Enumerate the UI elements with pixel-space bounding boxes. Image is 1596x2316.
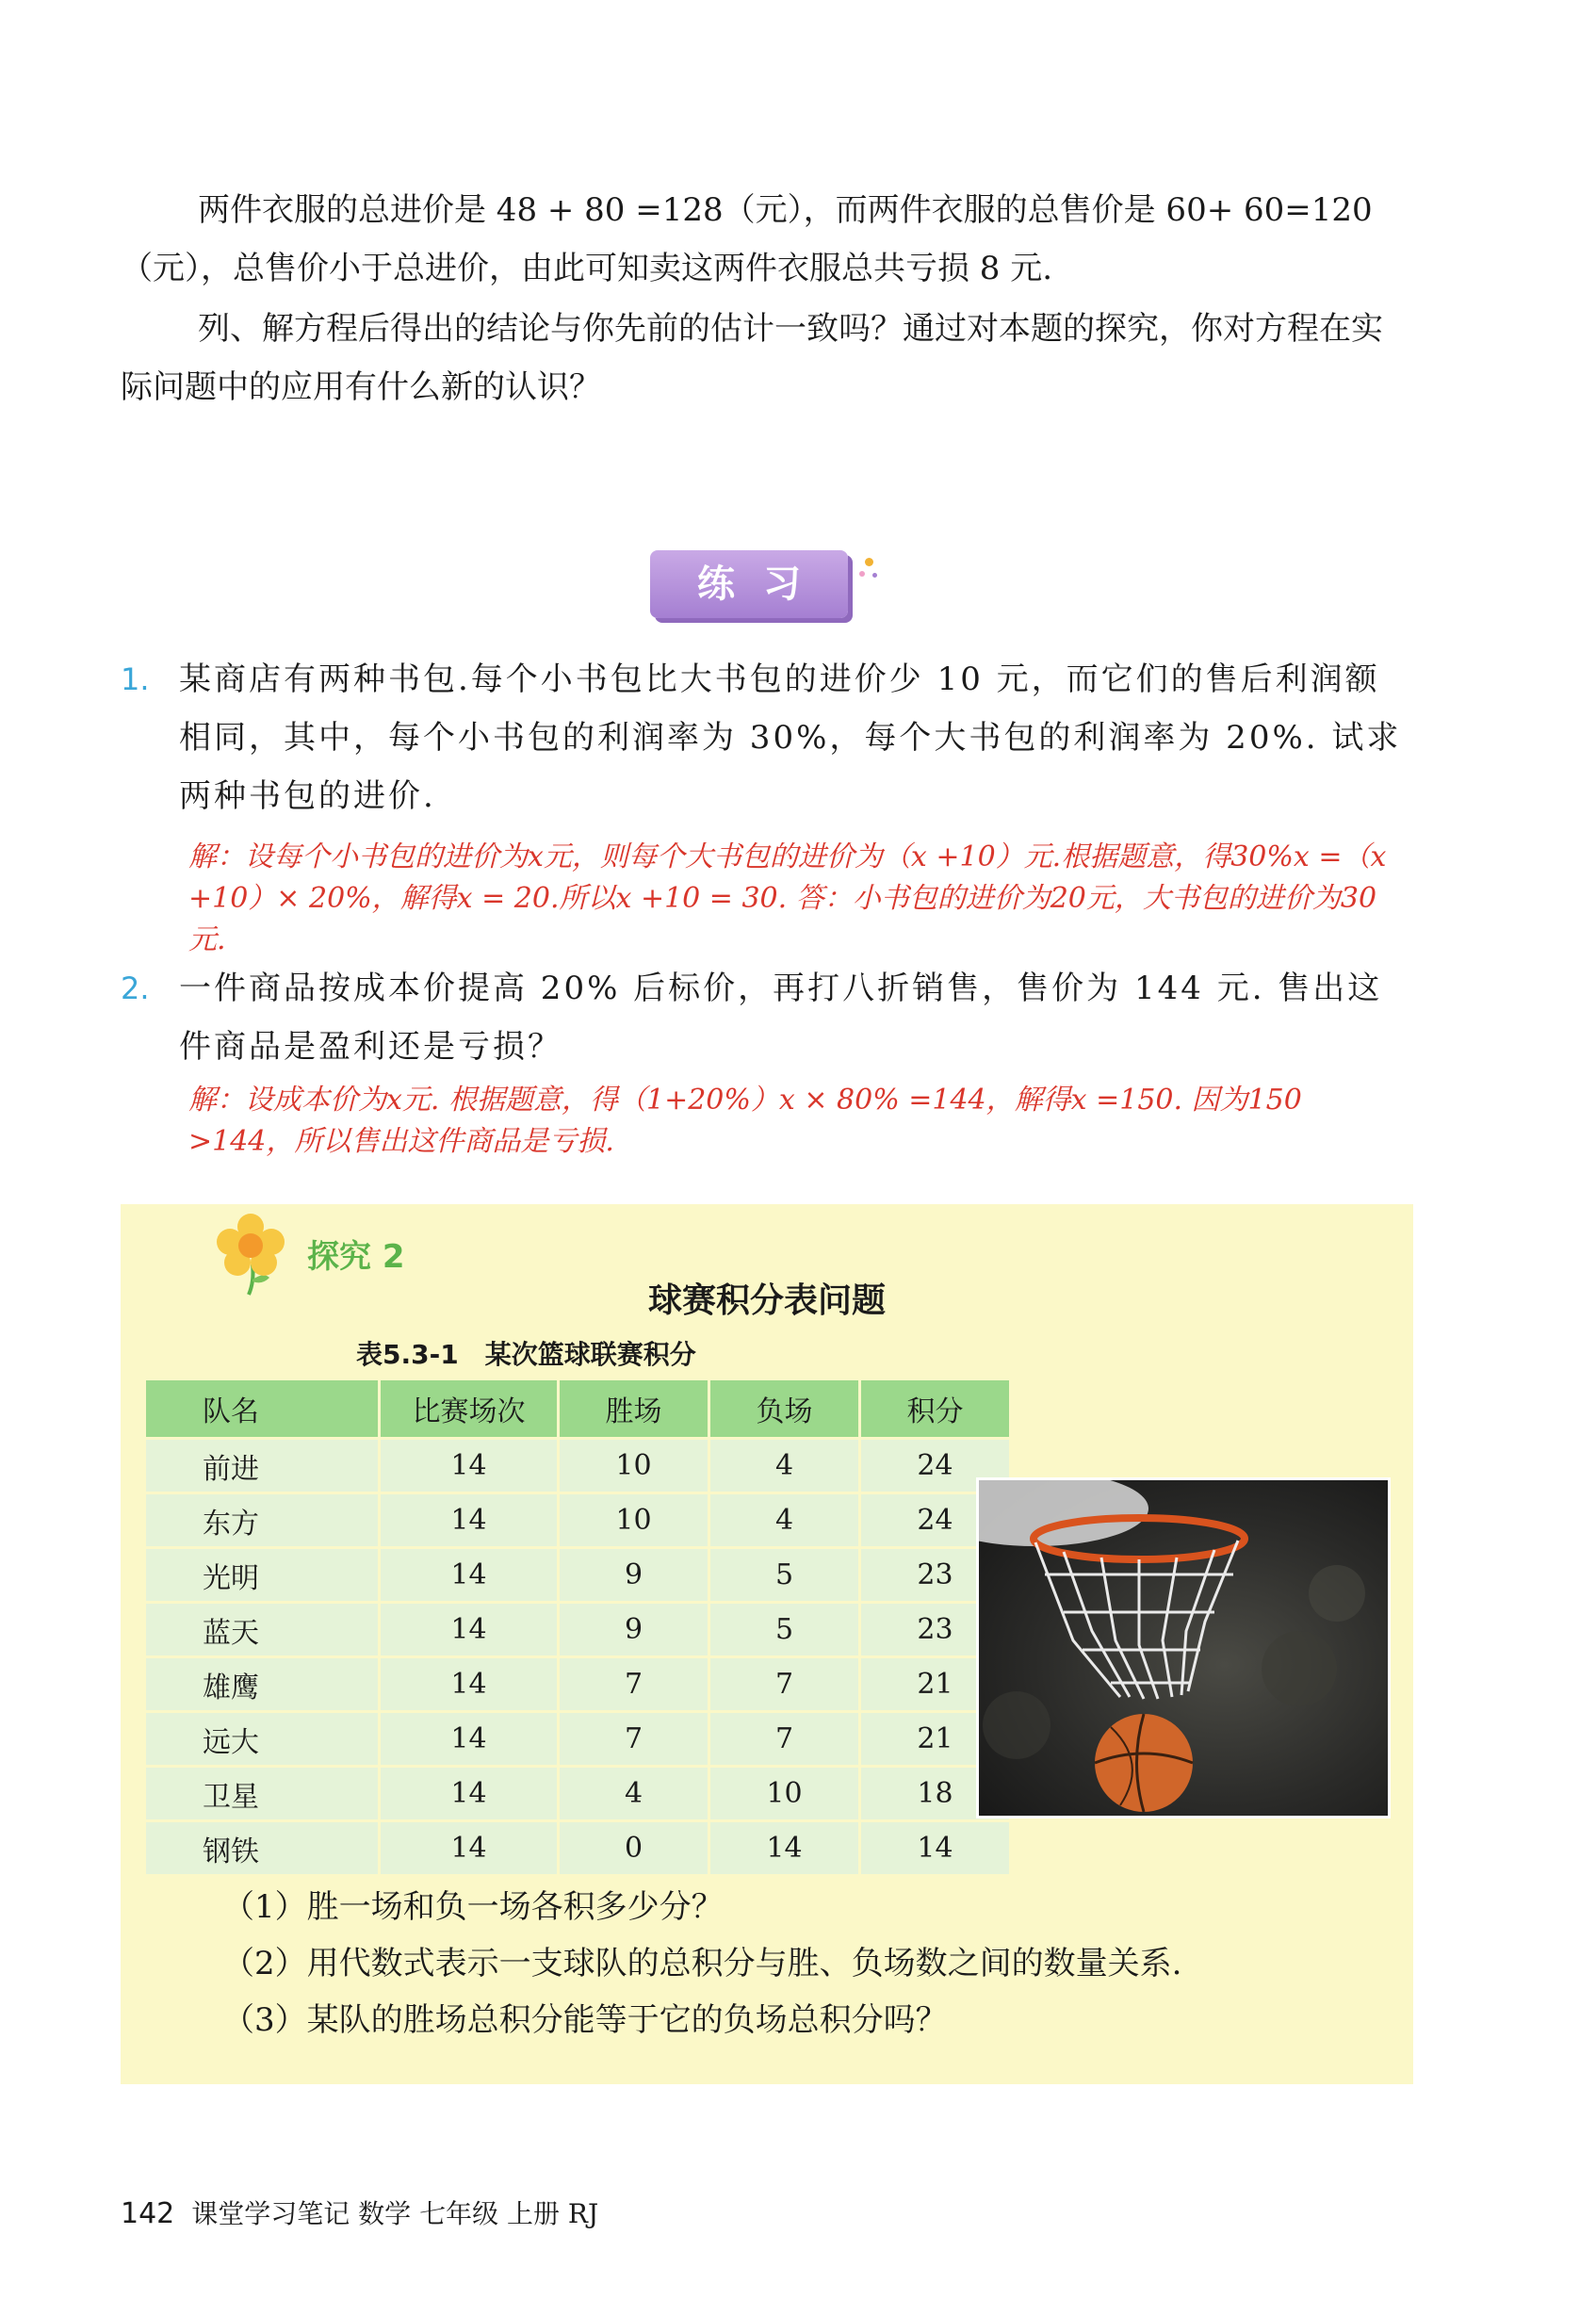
table-cell: 9	[560, 1604, 708, 1655]
table-row	[146, 1604, 1009, 1655]
team-name: 蓝天	[146, 1604, 378, 1655]
exercise-answer: 解：设成本价为x元. 根据题意，得（1+20%）x × 80% =144，解得x =150. 因为150 >144，所以售出这件商品是亏损.	[188, 1084, 1302, 1158]
team-name: 远大	[146, 1713, 378, 1765]
basketball-photo	[976, 1477, 1391, 1819]
table-cell: 14	[381, 1768, 557, 1819]
practice-label: 练习	[650, 550, 848, 618]
table-header: 队名	[146, 1380, 378, 1437]
table-cell: 14	[381, 1713, 557, 1765]
table-cell: 0	[560, 1822, 708, 1874]
table-cell: 21	[861, 1713, 1009, 1765]
table-cell: 24	[861, 1440, 1009, 1492]
table-header: 积分	[861, 1380, 1009, 1437]
table-cell: 4	[710, 1494, 858, 1546]
table-cell: 14	[381, 1494, 557, 1546]
team-name: 卫星	[146, 1768, 378, 1819]
table-cell: 5	[710, 1549, 858, 1601]
explore-label: 探究 2	[307, 1238, 405, 1276]
table-cell: 14	[861, 1822, 1009, 1874]
explore-title: 球赛积分表问题	[647, 1281, 886, 1320]
page-number: 142	[121, 2197, 175, 2230]
table-header: 比赛场次	[381, 1380, 557, 1437]
explore-box	[121, 1204, 1413, 2084]
table-cell: 10	[560, 1440, 708, 1492]
score-table	[143, 1378, 1012, 1877]
basketball-hoop-icon	[979, 1480, 1388, 1816]
table-cell: 23	[861, 1549, 1009, 1601]
table-cell: 7	[710, 1713, 858, 1765]
sparkle-dot-icon	[865, 558, 873, 566]
question-1: （1）胜一场和负一场各积多少分？	[222, 1888, 724, 1926]
table-cell: 21	[861, 1658, 1009, 1710]
team-name: 前进	[146, 1440, 378, 1492]
exercise-number: 2.	[121, 970, 150, 1006]
table-cell: 14	[381, 1822, 557, 1874]
table-cell: 7	[710, 1658, 858, 1710]
table-cell: 7	[560, 1713, 708, 1765]
sparkle-dot-icon	[859, 571, 865, 577]
table-cell: 4	[710, 1440, 858, 1492]
table-row	[146, 1713, 1009, 1765]
table-row	[146, 1768, 1009, 1819]
table-cell: 5	[710, 1604, 858, 1655]
table-row	[146, 1549, 1009, 1601]
table-cell: 10	[710, 1768, 858, 1819]
question-3: （3）某队的胜场总积分能等于它的负场总积分吗？	[222, 2001, 948, 2039]
exercise-text: 某商店有两种书包.每个小书包比大书包的进价少 10 元，而它们的售后利润额相同，其中，每个小书包的利润率为 30%，每个大书包的利润率为 20%. 试求两种书包的进价.	[179, 661, 1402, 815]
table-cell: 14	[381, 1549, 557, 1601]
intro-paragraph-1: 两件衣服的总进价是 48 + 80 =128（元），而两件衣服的总售价是 60+ 60=120（元），总售价小于总进价，由此可知卖这两件衣服总共亏损 8 元.	[121, 191, 1373, 287]
table-row	[146, 1440, 1009, 1492]
table-row	[146, 1658, 1009, 1710]
table-cell: 23	[861, 1604, 1009, 1655]
table-cell: 18	[861, 1768, 1009, 1819]
team-name: 东方	[146, 1494, 378, 1546]
table-header: 胜场	[560, 1380, 708, 1437]
team-name: 钢铁	[146, 1822, 378, 1874]
intro-paragraph-2: 列、解方程后得出的结论与你先前的估计一致吗？通过对本题的探究，你对方程在实际问题中的应用有什么新的认识？	[121, 310, 1383, 406]
table-caption: 表5.3-1 某次篮球联赛积分	[356, 1339, 696, 1370]
table-cell: 14	[381, 1604, 557, 1655]
page-footer	[121, 2194, 598, 2231]
table-cell: 14	[381, 1658, 557, 1710]
exercise-text: 一件商品按成本价提高 20% 后标价，再打八折销售，售价为 144 元. 售出这件商品是盈利还是亏损？	[179, 970, 1383, 1066]
table-cell: 4	[560, 1768, 708, 1819]
table-row	[146, 1494, 1009, 1546]
exercise-number: 1.	[121, 661, 150, 697]
table-cell: 14	[710, 1822, 858, 1874]
book-title: 课堂学习笔记 数学 七年级 上册 RJ	[191, 2198, 599, 2229]
team-name: 光明	[146, 1549, 378, 1601]
team-name: 雄鹰	[146, 1658, 378, 1710]
table-row	[146, 1822, 1009, 1874]
table-cell: 9	[560, 1549, 708, 1601]
sparkle-dot-icon	[872, 573, 877, 578]
table-cell: 14	[381, 1440, 557, 1492]
question-2: （2）用代数式表示一支球队的总积分与胜、负场数之间的数量关系.	[222, 1945, 1182, 1982]
table-header-row	[146, 1380, 1009, 1437]
table-cell: 10	[560, 1494, 708, 1546]
table-cell: 24	[861, 1494, 1009, 1546]
exercise-answer: 解：设每个小书包的进价为x元，则每个大书包的进价为（x +10）元.根据题意，得30%x =（x +10）× 20%，解得x = 20.所以x +10 = 30. 答：小书包的进价为20元，大书包的进价为30元.	[188, 840, 1387, 956]
table-header: 负场	[710, 1380, 858, 1437]
practice-badge	[650, 550, 876, 626]
table-cell: 7	[560, 1658, 708, 1710]
